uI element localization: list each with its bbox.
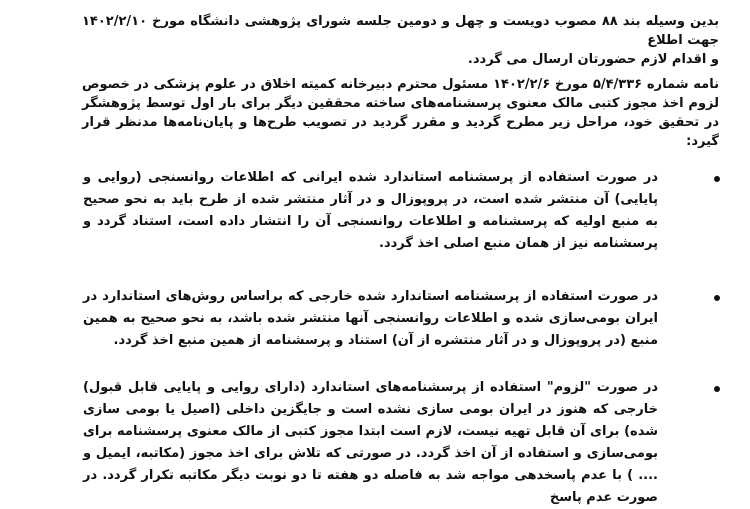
bullet-text-1: در صورت استفاده از پرسشنامه استاندارد شده ایرانی که اطلاعات روانسنجی (روایی و پایایی) آن منتشر شده است، در پروپوزال و در آثار منتشر شده از طرح باید به نحو صحیح به منبع اولیه که پرسشنامه و اطلاعات روانسنجی آن را انتشار داده است، استناد گردد و پرسشنامه نیز از همان منبع اصلی اخذ گردد. [83, 170, 658, 251]
bullet-dot-icon [714, 386, 720, 392]
bullet-item-3 [80, 377, 720, 509]
bullet-item-1 [80, 167, 720, 255]
bullet-text-3: در صورت "لزوم" استفاده از پرسشنامه‌های استاندارد (دارای روایی و پایایی قابل قبول) خارجی که هنوز در ایران بومی سازی نشده است و جایگزین داخلی (اصیل یا بومی سازی شده) برای آن قابل تهیه نیست، لازم است ابتدا مجوز کتبی از مالک معنوی پرسشنامه برای بومی‌سازی و استفاده از آن اخذ گردد. در صورتی که تلاش برای اخذ مجوز (مکاتبه، ایمیل و .... ) با عدم پاسخدهی مواجه شد به فاصله دو هفته تا دو نوبت دیگر مکاتبه تکرار گردد. در صورت عدم پاسخ [83, 380, 658, 505]
intro-line-2: و اقدام لازم حضورتان ارسال می گردد. [467, 52, 719, 67]
bullet-dot-icon [714, 295, 720, 301]
bullet-item-2 [80, 286, 720, 352]
bullet-text-2: در صورت استفاده از پرسشنامه استاندارد شده خارجی که براساس روش‌های استاندارد در ایران بومی‌سازی شده و اطلاعات روانسنجی آنها منتشر شده باشد، به نحو صحیح به همین منبع (در پروپوزال و در آثار منتشره از آن) استناد و پرسشنامه از همین منبع اخذ گردد. [83, 289, 658, 348]
letter-paragraph: نامه شماره ۵/۴/۳۳۶ مورخ ۱۴۰۲/۲/۶ مسئول محترم دبیرخانه کمیته اخلاق در علوم پزشکی در خصوص لزوم اخذ مجوز کتبی مالک معنوی پرسشنامه‌های ساخته محققین دیگر برای بار اول توسط پژوهشگر در تحقیق خود، مراحل زیر مطرح گردید و مقرر گردید در تصویب طرح‌ها و پایان‌نامه‌ها مدنظر قرار گیرد: [82, 77, 719, 149]
intro-line-1: بدین وسیله بند ۸۸ مصوب دویست و چهل و دومین جلسه شورای پژوهشی دانشگاه مورخ ۱۴۰۲/۲/۱۰ جهت اطلاع [82, 14, 719, 48]
bullet-dot-icon [714, 176, 720, 182]
intro-paragraph [82, 12, 719, 69]
